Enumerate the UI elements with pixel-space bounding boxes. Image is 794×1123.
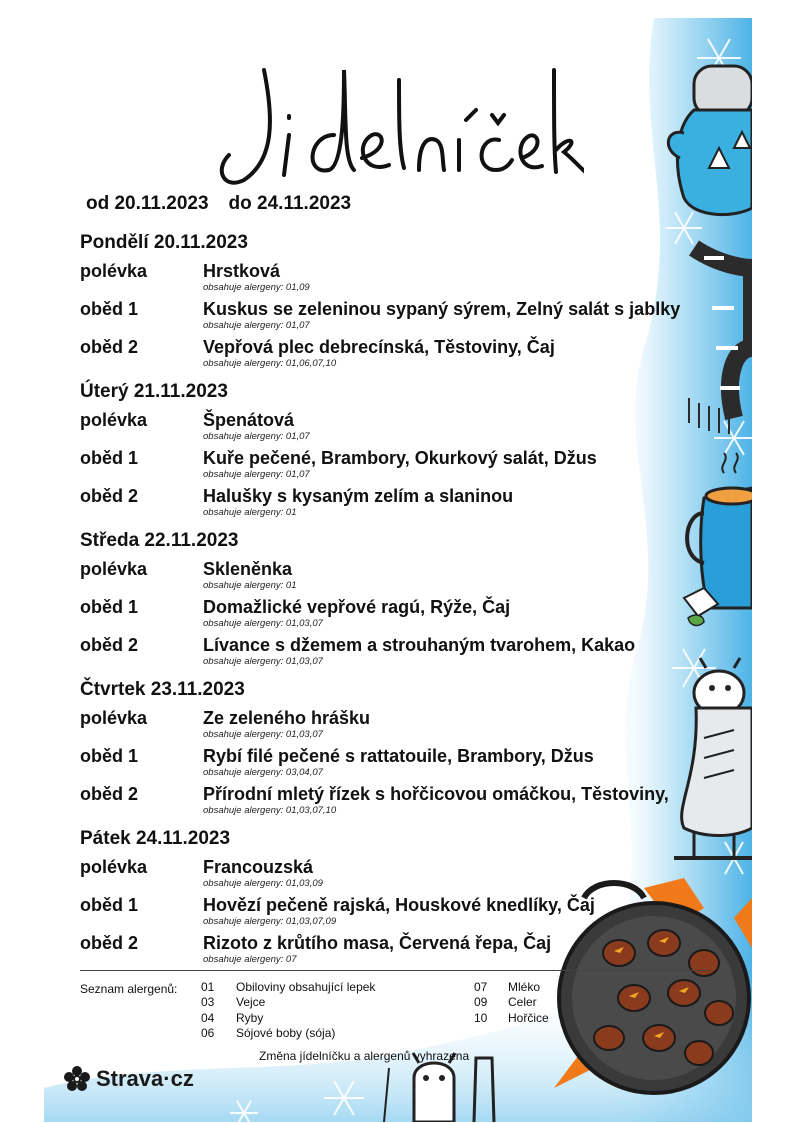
menu-sheet: [44, 18, 752, 1122]
meal-name: Francouzská: [203, 857, 314, 877]
meal-name: Hovězí pečeně rajská, Houskové knedlíky, Čaj: [203, 895, 595, 915]
meal-label: polévka: [80, 410, 148, 430]
allergen-code: 03: [201, 995, 215, 1009]
meal-allergens: obsahuje alergeny: 01,03,07: [203, 656, 323, 667]
meal-label: oběd 1: [80, 299, 139, 319]
meal-name: Lívance s džemem a strouhaným tvarohem, Kakao: [203, 635, 636, 655]
day-heading: Středa 22.11.2023: [80, 530, 239, 551]
allergen-code: 06: [201, 1026, 215, 1040]
meal-label: oběd 2: [80, 486, 139, 506]
meal-label: polévka: [80, 559, 148, 579]
meal-label: oběd 1: [80, 895, 139, 915]
title-lettering: [204, 40, 584, 200]
allergen-legend-title: Seznam alergenů:: [80, 982, 178, 996]
date-range: [86, 193, 351, 215]
meal-name: Špenátová: [203, 410, 295, 430]
meal-allergens: obsahuje alergeny: 01,03,07,10: [203, 805, 337, 816]
meal-name: Rizoto z krůtího masa, Červená řepa, Čaj: [203, 933, 552, 953]
day-heading: Pátek 24.11.2023: [80, 828, 231, 849]
meal-label: polévka: [80, 261, 148, 281]
flower-icon: [64, 1066, 90, 1092]
allergen-name: Vejce: [236, 995, 266, 1009]
day-heading: Čtvrtek 23.11.2023: [80, 679, 245, 700]
meal-name: Hrstková: [203, 261, 281, 281]
meal-label: oběd 2: [80, 337, 139, 357]
meal-label: oběd 2: [80, 933, 139, 953]
meal-label: oběd 2: [80, 635, 139, 655]
meal-allergens: obsahuje alergeny: 07: [203, 954, 297, 965]
meal-allergens: obsahuje alergeny: 01,07: [203, 431, 310, 442]
meal-allergens: obsahuje alergeny: 01,06,07,10: [203, 358, 337, 369]
meal-name: Domažlické vepřové ragú, Rýže, Čaj: [203, 597, 511, 617]
meal-allergens: obsahuje alergeny: 01,03,09: [203, 878, 323, 889]
meal-label: oběd 1: [80, 448, 139, 468]
meal-allergens: obsahuje alergeny: 01,07: [203, 469, 310, 480]
allergen-name: Celer: [508, 995, 537, 1009]
allergen-name: Mléko: [508, 980, 541, 994]
meal-label: oběd 1: [80, 597, 139, 617]
allergen-name: Obiloviny obsahující lepek: [236, 980, 376, 994]
allergen-code: 01: [201, 980, 215, 994]
allergen-code: 09: [474, 995, 488, 1009]
day-heading: Pondělí 20.11.2023: [80, 232, 248, 253]
change-notice: Změna jídelníčku a alergenů vyhrazena: [259, 1049, 470, 1063]
legend-divider: [80, 970, 710, 971]
date-to: do 24.11.2023: [228, 193, 352, 214]
meal-name: Kuskus se zeleninou sypaný sýrem, Zelný salát s jablky: [203, 299, 681, 319]
meal-name: Skleněnka: [203, 559, 293, 579]
allergen-name: Ryby: [236, 1011, 264, 1025]
allergen-name: Hořčice: [508, 1011, 549, 1025]
meal-allergens: obsahuje alergeny: 01: [203, 580, 297, 591]
meal-allergens: obsahuje alergeny: 01,03,07,09: [203, 916, 337, 927]
meal-name: Přírodní mletý řízek s hořčicovou omáčkou, Těstoviny,: [203, 784, 669, 804]
meal-allergens: obsahuje alergeny: 01,09: [203, 282, 310, 293]
meal-name: Vepřová plec debrecínská, Těstoviny, Čaj: [203, 337, 555, 357]
meal-allergens: obsahuje alergeny: 03,04,07: [203, 767, 323, 778]
allergen-code: 07: [474, 980, 488, 994]
allergen-code: 04: [201, 1011, 215, 1025]
meal-name: Halušky s kysaným zelím a slaninou: [203, 486, 514, 506]
allergen-code: 10: [474, 1011, 488, 1025]
date-from: od 20.11.2023: [86, 193, 209, 214]
meal-allergens: obsahuje alergeny: 01,03,07: [203, 729, 323, 740]
day-heading: Úterý 21.11.2023: [80, 381, 228, 402]
strava-logo: [64, 1066, 194, 1092]
meal-label: polévka: [80, 708, 148, 728]
meal-label: oběd 2: [80, 784, 139, 804]
meal-name: Kuře pečené, Brambory, Okurkový salát, Džus: [203, 448, 597, 468]
meal-allergens: obsahuje alergeny: 01,03,07: [203, 618, 323, 629]
meal-name: Ze zeleného hrášku: [203, 708, 371, 728]
allergen-name: Sójové boby (sója): [236, 1026, 336, 1040]
logo-wordmark: Strava·cz: [96, 1066, 194, 1091]
meal-label: oběd 1: [80, 746, 139, 766]
meal-allergens: obsahuje alergeny: 01,07: [203, 320, 310, 331]
meal-name: Rybí filé pečené s rattatouile, Brambory, Džus: [203, 746, 594, 766]
meal-label: polévka: [80, 857, 148, 877]
meal-allergens: obsahuje alergeny: 01: [203, 507, 297, 518]
